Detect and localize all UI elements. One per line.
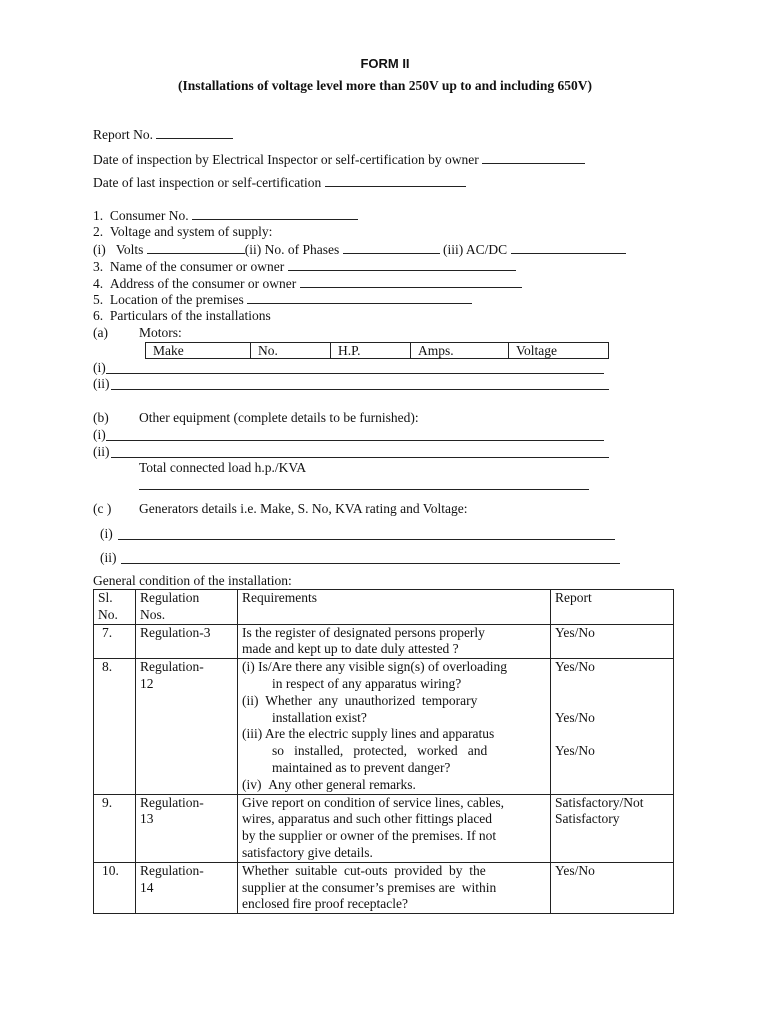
table-row xyxy=(94,794,674,862)
row-10-report[interactable]: Yes/No xyxy=(551,862,674,913)
general-condition-header-row xyxy=(94,590,674,625)
row-8-sl: 8. xyxy=(94,659,136,794)
row-9-sl: 9. xyxy=(94,794,136,862)
other-equipment-label: Other equipment (complete details to be furnished): xyxy=(139,410,419,425)
row-8-requirement: (i) Is/Are there any visible sign(s) of overloading in respect of any apparatus wiring? (ii) Whether any unauthorized temporary installation exist? (iii) Are the electric supply lines and apparatus so installed, protected, worked and maintained as to prevent danger? (iv) Any other general remarks. xyxy=(238,659,551,794)
other-equipment-row-i-label: (i) xyxy=(93,427,106,442)
report-no-input[interactable] xyxy=(156,126,233,139)
date-inspection-input[interactable] xyxy=(482,151,585,164)
other-equipment-row-ii-label: (ii) xyxy=(93,444,110,459)
table-row xyxy=(94,624,674,659)
motors-col-amps: Amps. xyxy=(411,343,509,359)
name-label: 3. Name of the consumer or owner xyxy=(93,259,285,274)
table-row xyxy=(94,862,674,913)
general-condition-table xyxy=(93,589,674,914)
volts-label: (i) Volts xyxy=(93,242,144,257)
report-header: Report xyxy=(551,590,674,625)
motors-col-make: Make xyxy=(146,343,251,359)
location-input[interactable] xyxy=(247,291,472,304)
table-row xyxy=(94,659,674,794)
row-10-requirement: Whether suitable cut-outs provided by the supplier at the consumer’s premises are within enclosed fire proof receptacle? xyxy=(238,862,551,913)
total-load-line[interactable] xyxy=(139,489,589,490)
motors-col-hp: H.P. xyxy=(331,343,411,359)
address-input[interactable] xyxy=(300,275,522,288)
motors-label: Motors: xyxy=(139,325,182,340)
regulation-header: Regulation Nos. xyxy=(136,590,238,625)
acdc-label: (iii) AC/DC xyxy=(443,242,508,257)
row-8-regulation: Regulation- 12 xyxy=(136,659,238,794)
motors-table xyxy=(145,342,609,359)
phases-label: (ii) No. of Phases xyxy=(244,242,340,257)
date-last-label: Date of last inspection or self-certification xyxy=(93,175,322,190)
sl-no-header: Sl. No. xyxy=(94,590,136,625)
particulars-label: 6. Particulars of the installations xyxy=(93,308,271,323)
motors-letter: (a) xyxy=(93,325,108,340)
other-equipment-row-ii-line[interactable] xyxy=(111,457,609,458)
motors-header-row xyxy=(146,343,609,359)
row-7-requirement: Is the register of designated persons properly made and kept up to date duly attested ? xyxy=(238,624,551,659)
address-label: 4. Address of the consumer or owner xyxy=(93,276,297,291)
consumer-no-input[interactable] xyxy=(192,207,358,220)
consumer-no-label: 1. Consumer No. xyxy=(93,208,189,223)
motors-row-ii-line[interactable] xyxy=(111,389,609,390)
address-field xyxy=(93,275,522,292)
row-7-sl: 7. xyxy=(94,624,136,659)
date-inspection-label: Date of inspection by Electrical Inspector or self-certification by owner xyxy=(93,152,479,167)
name-input[interactable] xyxy=(288,258,516,271)
generators-row-i-label: (i) xyxy=(100,526,113,541)
report-no-field xyxy=(93,126,233,143)
report-no-label: Report No. xyxy=(93,127,153,142)
row-10-sl: 10. xyxy=(94,862,136,913)
volts-input[interactable] xyxy=(147,241,245,254)
motors-row-ii-label: (ii) xyxy=(93,376,110,391)
location-field xyxy=(93,291,472,308)
requirements-header: Requirements xyxy=(238,590,551,625)
name-field xyxy=(93,258,516,275)
form-title: FORM II xyxy=(360,56,410,71)
other-equipment-letter: (b) xyxy=(93,410,109,425)
motors-col-voltage: Voltage xyxy=(509,343,609,359)
date-inspection-field xyxy=(93,151,585,168)
row-8-report-iii[interactable]: Yes/No xyxy=(555,743,595,759)
generators-letter: (c ) xyxy=(93,501,112,516)
generators-label: Generators details i.e. Make, S. No, KVA rating and Voltage: xyxy=(139,501,468,516)
total-load-label: Total connected load h.p./KVA xyxy=(139,460,307,475)
generators-row-ii-label: (ii) xyxy=(100,550,117,565)
phases-input[interactable] xyxy=(343,241,440,254)
row-9-regulation: Regulation- 13 xyxy=(136,794,238,862)
general-condition-heading: General condition of the installation: xyxy=(93,573,292,588)
generators-row-ii-line[interactable] xyxy=(121,563,620,564)
row-8-report xyxy=(551,659,674,794)
acdc-input[interactable] xyxy=(511,241,626,254)
motors-col-no: No. xyxy=(251,343,331,359)
date-last-field xyxy=(93,174,466,191)
voltage-system-label: 2. Voltage and system of supply: xyxy=(93,224,273,239)
motors-row-i-line[interactable] xyxy=(106,373,604,374)
row-7-report[interactable]: Yes/No xyxy=(551,624,674,659)
row-10-regulation: Regulation- 14 xyxy=(136,862,238,913)
generators-row-i-line[interactable] xyxy=(118,539,615,540)
location-label: 5. Location of the premises xyxy=(93,292,244,307)
row-8-report-ii[interactable]: Yes/No xyxy=(555,709,595,725)
date-last-input[interactable] xyxy=(325,174,466,187)
motors-row-i-label: (i) xyxy=(93,360,106,375)
row-8-report-i[interactable]: Yes/No xyxy=(555,659,595,675)
consumer-no-field xyxy=(93,207,358,224)
row-7-regulation: Regulation-3 xyxy=(136,624,238,659)
row-9-requirement: Give report on condition of service lines, cables, wires, apparatus and such other fittings placed by the supplier or owner of the premises. If not satisfactory give details. xyxy=(238,794,551,862)
other-equipment-row-i-line[interactable] xyxy=(106,440,604,441)
volts-phases-row xyxy=(93,241,626,258)
form-subtitle: (Installations of voltage level more than 250V up to and including 650V) xyxy=(178,78,592,93)
row-9-report[interactable]: Satisfactory/Not Satisfactory xyxy=(551,794,674,862)
